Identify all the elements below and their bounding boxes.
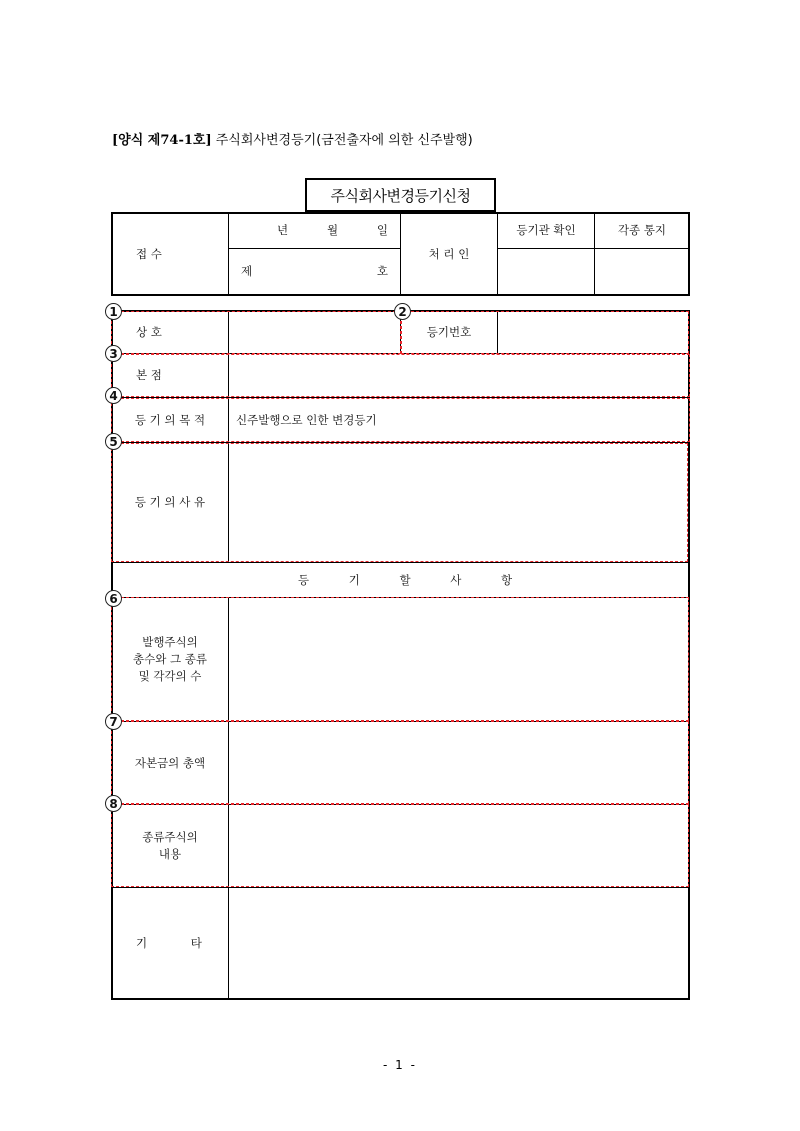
head-office-field[interactable] [229, 354, 688, 397]
capital-field[interactable] [229, 722, 688, 804]
number-suffix: 호 [376, 264, 388, 278]
marker-7: 7 [105, 713, 122, 730]
number-prefix: 제 [241, 264, 253, 278]
month-label: 월 [326, 223, 339, 237]
marker-2: 2 [394, 303, 411, 320]
cause-label: 등 기 의 사 유 [134, 495, 206, 509]
notice-label: 각종 통지 [617, 223, 667, 237]
processor-label: 처 리 인 [428, 246, 470, 261]
other-field[interactable] [229, 888, 688, 998]
other-label: 기 타 [136, 935, 202, 950]
day-label: 일 [376, 223, 388, 237]
receipt-number [229, 249, 400, 294]
marker-3: 3 [105, 345, 122, 362]
purpose-label: 등 기 의 목 적 [134, 412, 206, 427]
registration-number-label: 등기번호 [426, 324, 472, 339]
registrar-confirm-label: 등기관 확인 [516, 223, 576, 237]
page-number: - 1 - [383, 1058, 417, 1072]
capital-label: 자본금의 총액 [134, 755, 206, 770]
class-shares-field[interactable] [229, 805, 688, 887]
matters-header: 등 기 할 사 항 [298, 572, 513, 587]
marker-1: 1 [105, 303, 122, 320]
purpose-value[interactable]: 신주발행으로 인한 변경등기 [236, 412, 377, 427]
marker-5: 5 [105, 433, 122, 450]
form-heading [112, 133, 473, 149]
form-title: 주식회사변경등기(금전출자에 의한 신주발행) [215, 133, 473, 148]
form-number: [양식 제74-1호] [112, 133, 212, 148]
year-label: 년 [277, 223, 289, 237]
shares-field[interactable] [229, 598, 688, 721]
document-title: 주식회사변경등기신청 [305, 178, 496, 212]
shares-label: 발행주식의 총수와 그 종류 및 각각의 수 [133, 635, 207, 683]
company-name-field[interactable] [229, 311, 400, 353]
registration-number-field[interactable] [498, 311, 688, 353]
head-office-label: 본 점 [136, 368, 162, 382]
receipt-label: 접 수 [136, 246, 162, 261]
marker-6: 6 [105, 590, 122, 607]
company-name-label: 상 호 [136, 324, 162, 339]
marker-4: 4 [105, 387, 122, 404]
receipt-date [229, 213, 400, 248]
marker-8: 8 [105, 795, 122, 812]
cause-field[interactable] [229, 443, 688, 562]
class-shares-label: 종류주식의 내용 [142, 830, 198, 861]
